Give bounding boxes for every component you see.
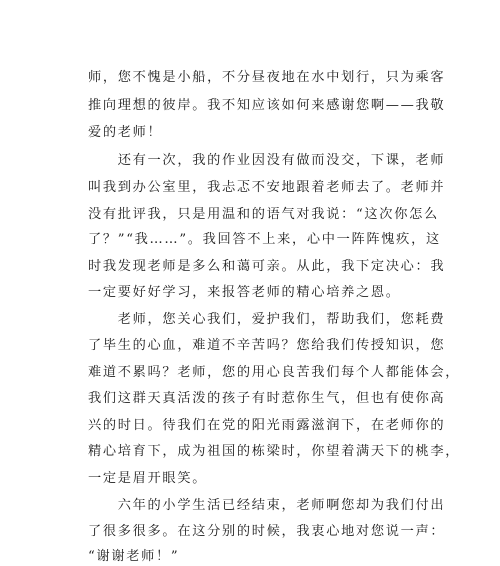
text-line: 了？”“我……”。我回答不上来，心中一阵阵愧疚，这 [88,232,441,247]
text-line: 没有批评我，只是用温和的语气对我说：“这次你怎么 [88,207,439,222]
text-line: 一定是眉开眼笑。 [88,471,208,486]
text-line: 老师，您关心我们，爱护我们，帮助我们，您耗费 [88,312,446,327]
text-line: 了毕生的心血，难道不辛苦吗？您给我们传授知识，您 [88,338,446,353]
text-line: 了很多很多。在这分别的时候，我衷心地对您说一声： [88,524,446,539]
text-line: 精心培育下，成为祖国的栋梁时，你望着满天下的桃李， [88,444,461,459]
text-line: 兴的时日。待我们在党的阳光雨露滋润下，在老师你的 [88,418,446,433]
text-line: “谢谢老师！” [88,549,180,564]
text-line: 六年的小学生活已经结束，老师啊您却为我们付出 [88,498,446,513]
text-line: 师，您不愧是小船，不分昼夜地在水中划行，只为乘客 [88,70,446,85]
text-line: 时我发现老师是多么和蔼可亲。从此，我下定决心：我 [88,259,446,274]
text-line: 爱的老师！ [88,125,163,140]
text-line: 一定要好好学习，来报答老师的精心培养之恩。 [88,285,401,300]
text-line: 叫我到办公室里，我忐忑不安地跟着老师去了。老师并 [88,180,446,195]
text-line: 我们这群天真活泼的孩子有时惹你生气，但也有使你高 [88,391,446,406]
text-line: 难道不累吗？老师，您的用心良苦我们每个人都能体会， [88,365,461,380]
text-line: 还有一次，我的作业因没有做而没交，下课，老师 [88,153,446,168]
text-line: 推向理想的彼岸。我不知应该如何来感谢您啊——我敬 [88,98,446,113]
